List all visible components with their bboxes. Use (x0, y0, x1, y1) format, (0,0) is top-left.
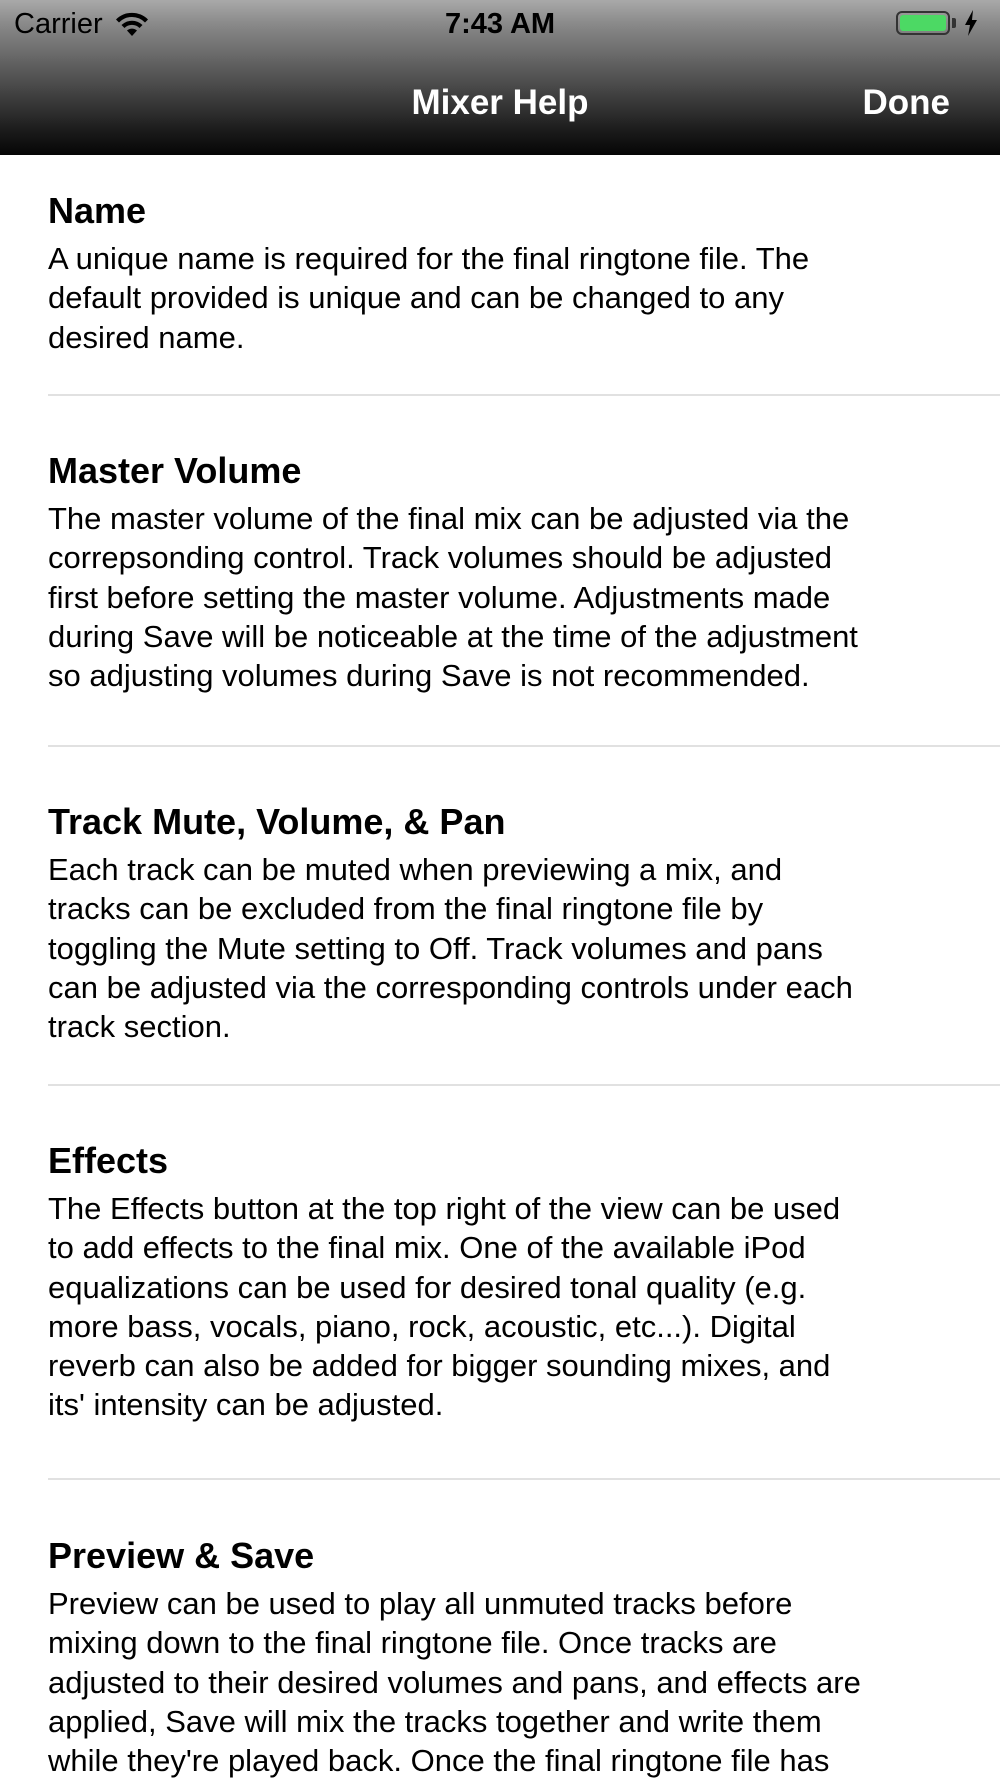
section-body: The Effects button at the top right of the view can be used to add effects to the final mix. One of the available iPod equalizations can be used for desired tonal quality (e.g. more bass, vocals, piano, rock, acoustic, etc...). Digital reverb can also be added for bigger sounding mixes, and its' intensity can be adjusted. (48, 1191, 841, 1423)
section-title: Effects (48, 1140, 169, 1181)
help-section-track-mute-volume-pan (48, 747, 1000, 1086)
section-title: Preview & Save (48, 1535, 315, 1576)
section-title: Master Volume (48, 450, 302, 491)
help-content[interactable] (0, 155, 1000, 1778)
help-section-effects (48, 1086, 1000, 1480)
status-time: 7:43 AM (444, 8, 556, 40)
carrier-label: Carrier (14, 8, 103, 40)
help-section-name (48, 155, 1000, 396)
section-body: Preview can be used to play all unmuted tracks before mixing down to the final ringtone file. Once tracks are adjusted to their desired volumes and pans, and effects are applied, Save will mix the tracks together and write them while they're played back. Once the final ringtone file has (48, 1586, 861, 1778)
section-body: Each track can be muted when previewing a mix, and tracks can be excluded from the final ringtone file by toggling the Mute setting to Off. Track volumes and pans can be adjusted via the corresponding controls under each track section. (48, 852, 853, 1045)
section-body: The master volume of the final mix can be adjusted via the correpsonding control. Track volumes should be adjusted first before setting the master volume. Adjustments made during Save will be noticeable at the time of the adjustment so adjusting volumes during Save is not recommended. (48, 501, 858, 694)
section-title: Track Mute, Volume, & Pan (48, 801, 506, 842)
battery-level (900, 15, 946, 31)
battery-indicator (896, 10, 978, 36)
navigation-bar (0, 50, 1000, 155)
status-bar (0, 0, 1000, 50)
section-title: Name (48, 190, 147, 231)
help-section-master-volume (48, 396, 1000, 747)
battery-icon (896, 11, 950, 35)
battery-tip (952, 18, 956, 28)
done-button[interactable]: Done (862, 83, 950, 122)
charging-bolt-icon (964, 10, 978, 36)
help-section-preview-save (48, 1480, 1000, 1778)
page-title: Mixer Help (411, 83, 589, 122)
top-bar (0, 0, 1000, 155)
section-body: A unique name is required for the final ringtone file. The default provided is unique and can be changed to any desired name. (48, 241, 810, 355)
